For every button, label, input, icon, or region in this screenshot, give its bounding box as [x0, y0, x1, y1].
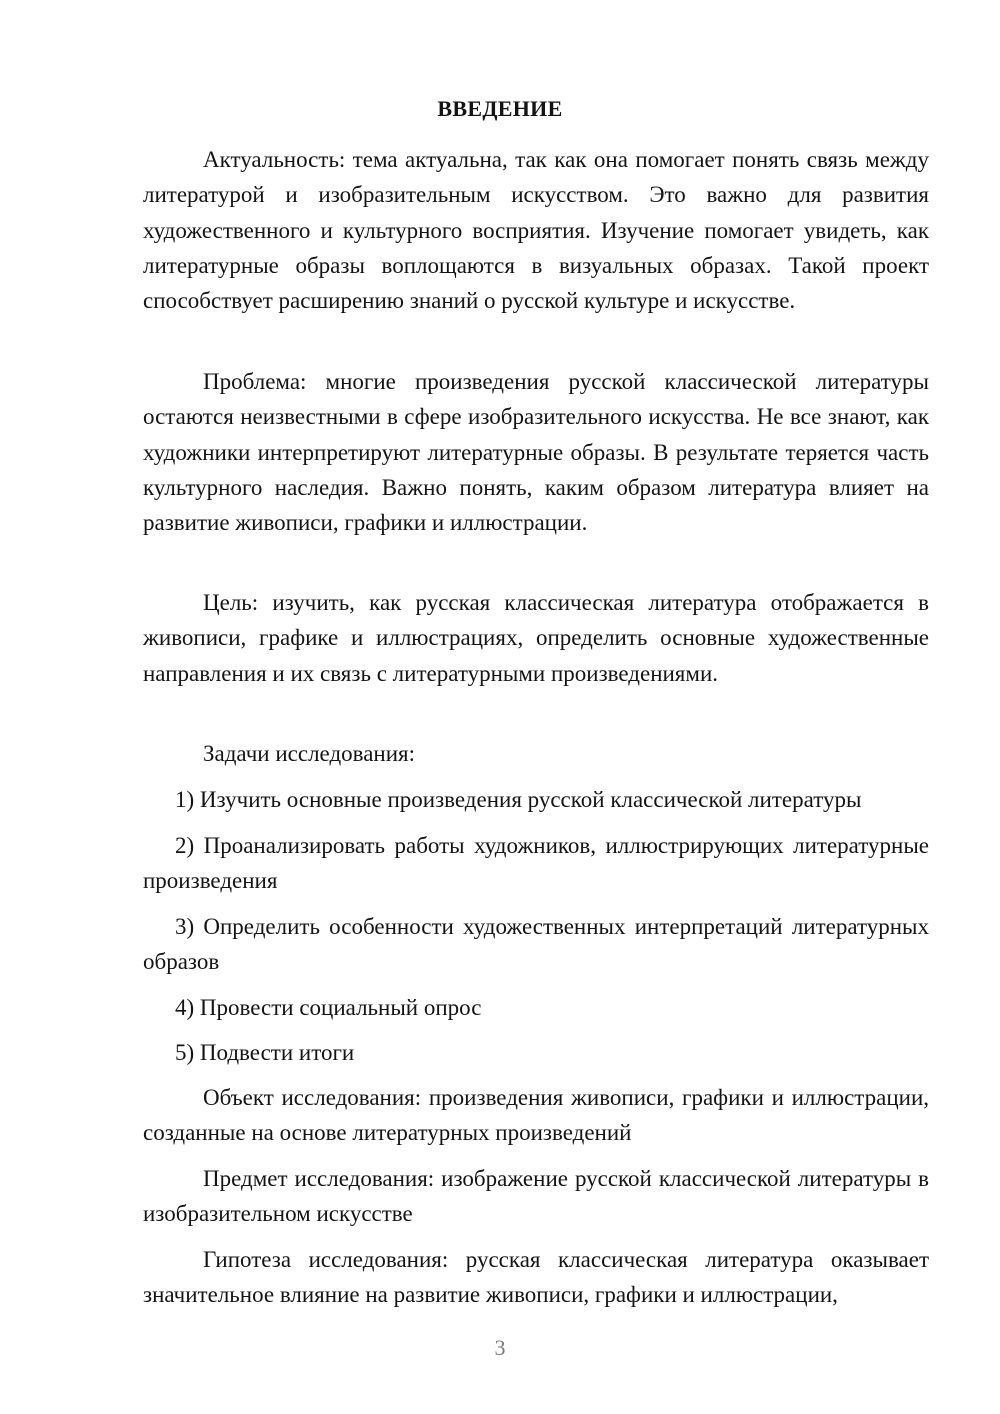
- tasks-title: Задачи исследования:: [203, 741, 416, 766]
- paragraph-hypothesis: Гипотеза исследования: русская классическая литература оказывает значительное влияние на развитие живописи, графики и иллюстрации,: [143, 1247, 929, 1308]
- paragraph-goal: Цель: изучить, как русская классическая литература отображается в живописи, графике и иллюстрациях, определить основные художественные направления и их связь с литературными произведениями.: [143, 590, 929, 686]
- page-title: ВВЕДЕНИЕ: [437, 96, 563, 121]
- task-item-2: 2) Проанализировать работы художников, иллюстрирующих литературные произведения: [143, 833, 929, 894]
- paragraph-problem: Проблема: многие произведения русской классической литературы остаются неизвестными в сфере изобразительного искусства. Не все знают, как художники интерпретируют литературные образы. В результате теряется часть культурного наследия. Важно понять, каким образом литература влияет на развитие живописи, графики и иллюстрации.: [143, 369, 929, 536]
- paragraph-relevance: Актуальность: тема актуальна, так как она помогает понять связь между литературой и изобразительным искусством. Это важно для развития художественного и культурного восприятия. Изучение помогает увидеть, как литературные образы воплощаются в визуальных образах. Такой проект способствует расширению знаний о русской культуре и искусстве.: [143, 147, 929, 314]
- task-item-5: 5) Подвести итоги: [175, 1040, 355, 1065]
- task-item-4: 4) Провести социальный опрос: [175, 995, 482, 1020]
- paragraph-object: Объект исследования: произведения живописи, графики и иллюстрации, созданные на основе литературных произведений: [143, 1085, 929, 1146]
- task-item-3: 3) Определить особенности художественных интерпретаций литературных образов: [143, 914, 929, 975]
- task-item-1: 1) Изучить основные произведения русской классической литературы: [175, 787, 862, 812]
- page-number: 3: [494, 1335, 506, 1360]
- paragraph-subject: Предмет исследования: изображение русской классической литературы в изобразительном искусстве: [143, 1166, 929, 1227]
